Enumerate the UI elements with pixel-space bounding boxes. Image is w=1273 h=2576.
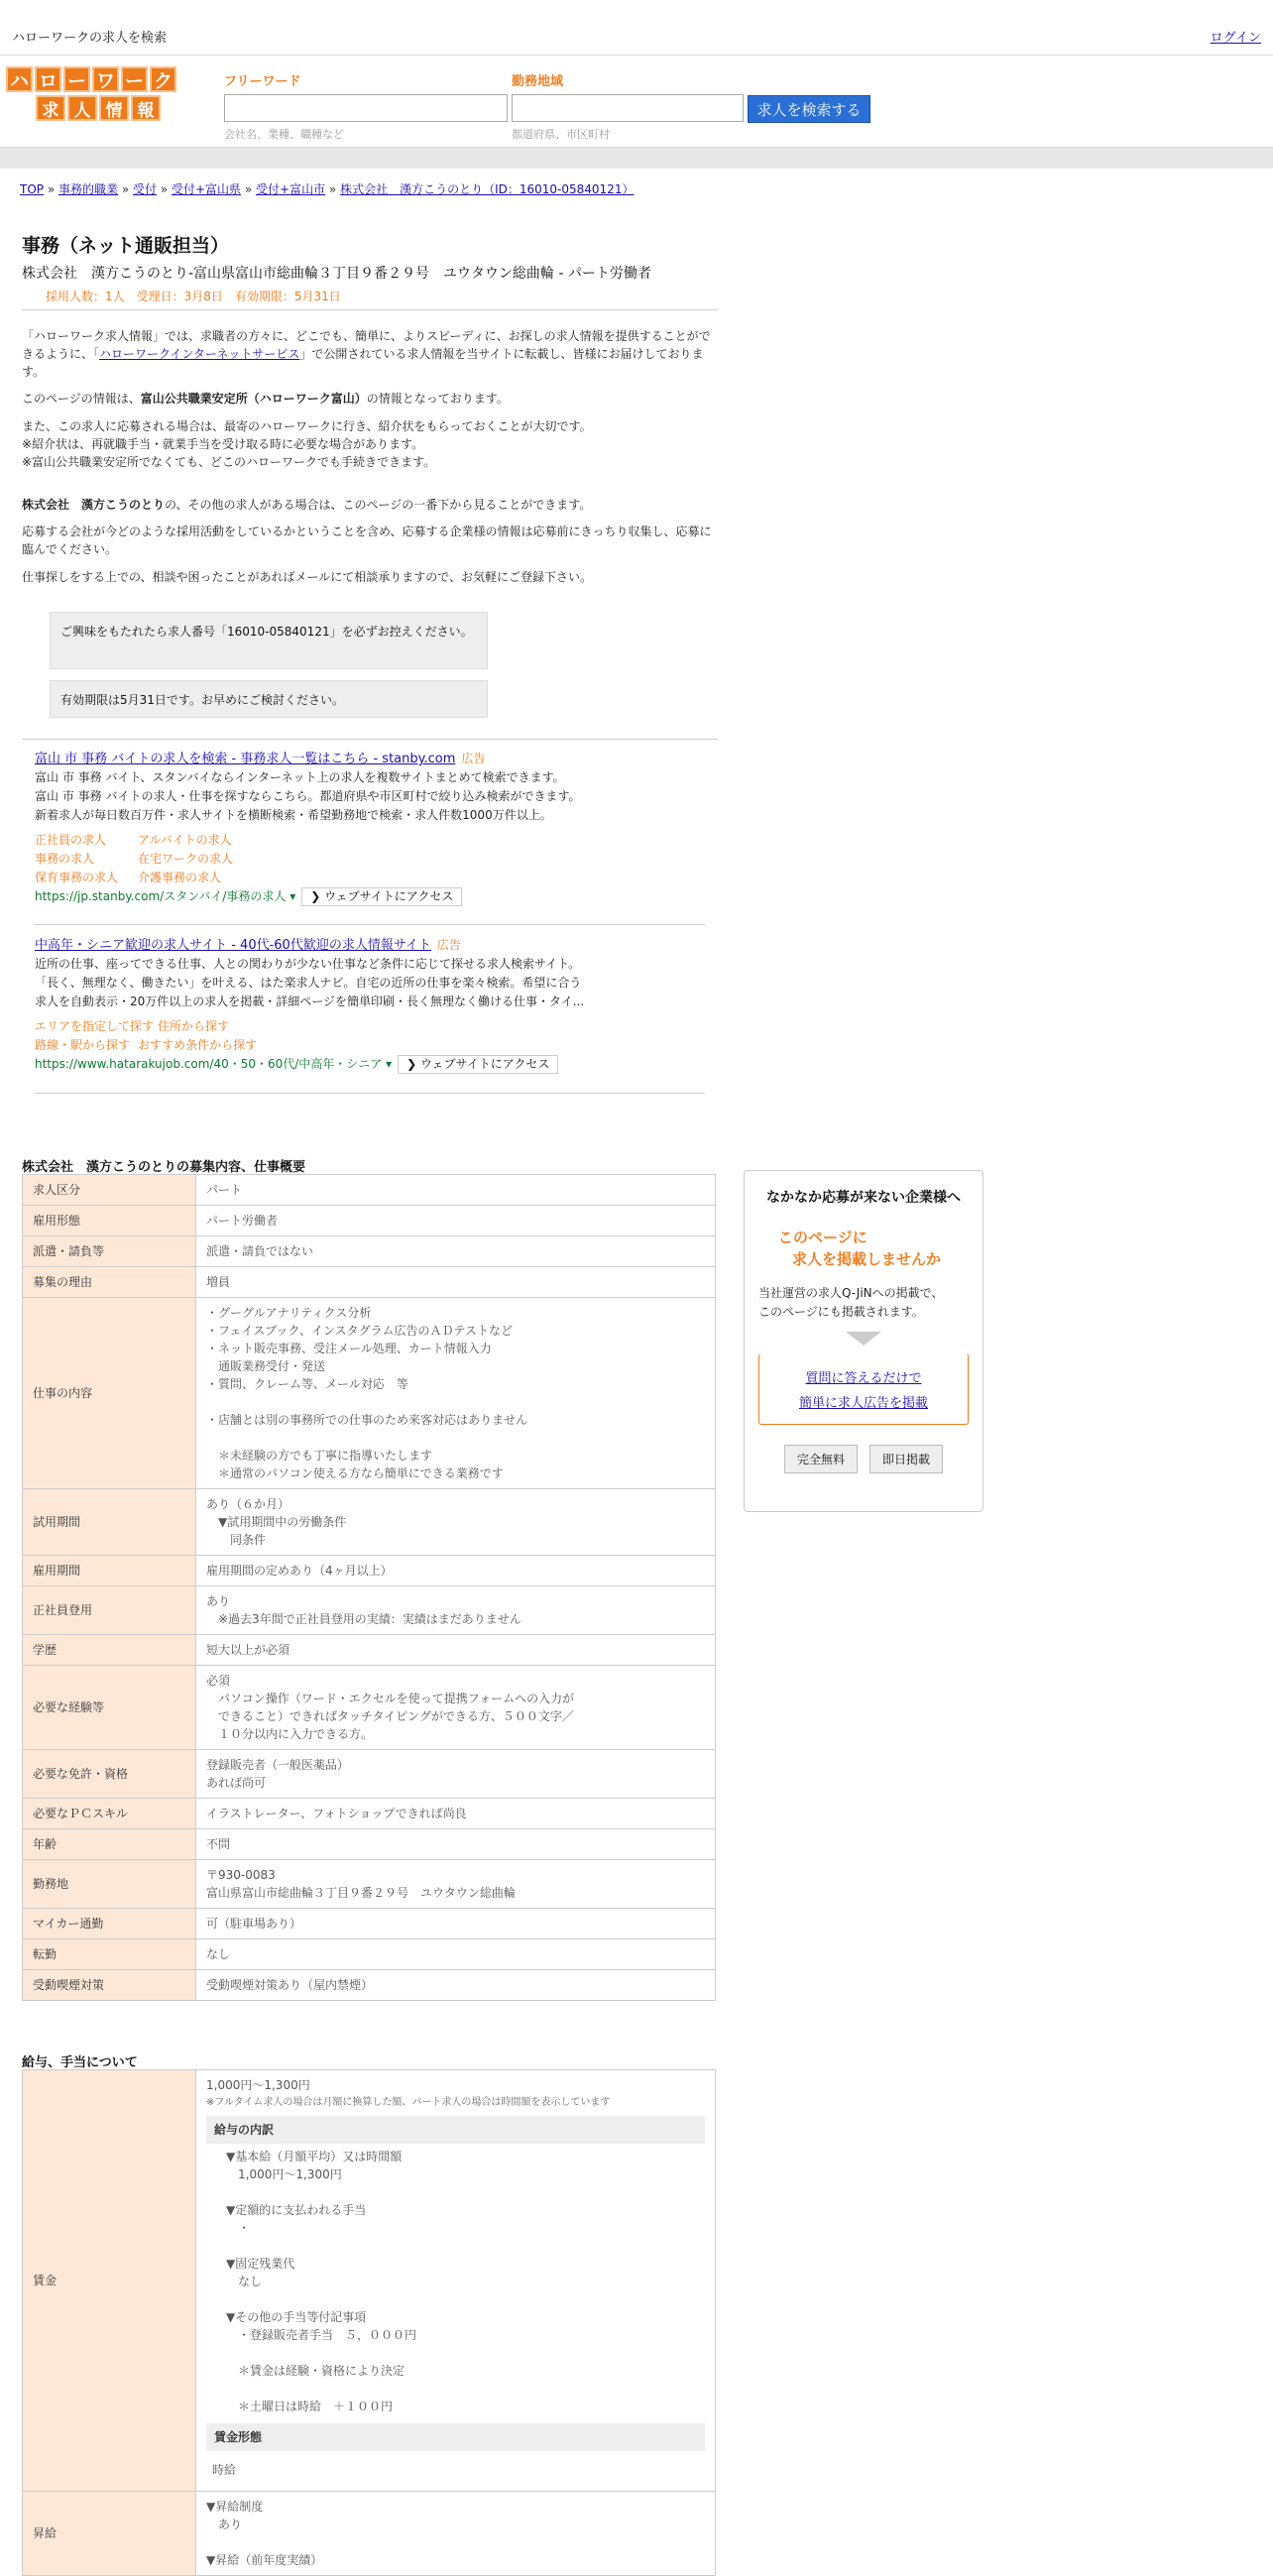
ad-description xyxy=(35,768,709,825)
row-value-line: 増員 xyxy=(206,1275,231,1289)
row-value-line: 不問 xyxy=(206,1837,231,1851)
header-divider xyxy=(0,147,1273,169)
row-key: 必要な免許・資格 xyxy=(23,1750,196,1799)
ad-badge: 広告 xyxy=(461,752,486,765)
salary-note: ※フルタイム求人の場合は月額に換算した額、パート求人の場合は時間額を表示しています xyxy=(206,2097,611,2108)
logo-char: 求 xyxy=(36,95,65,121)
logo-row-2 xyxy=(6,95,178,121)
page-title: 事務（ネット通販担当） xyxy=(22,235,230,257)
row-value xyxy=(196,1939,716,1970)
row-key: 必要なＰＣスキル xyxy=(23,1799,196,1829)
logo-char: ハ xyxy=(6,66,33,92)
row-value-line: 受動喫煙対策あり（屋内禁煙） xyxy=(206,1978,374,1992)
breadcrumb-link[interactable]: 事務的職業 xyxy=(58,182,119,196)
intro-paragraph-2 xyxy=(22,390,716,408)
salary-value xyxy=(196,2070,716,2492)
row-value-line: 派遣・請負ではない xyxy=(206,1244,314,1258)
row-value xyxy=(196,1635,716,1666)
job-title-block xyxy=(22,231,716,304)
logo-char: ー xyxy=(121,66,148,92)
table-row xyxy=(23,1175,716,1206)
site-tagline: ハローワークの求人を検索 xyxy=(12,31,168,46)
ad-badge: 広告 xyxy=(436,938,461,952)
breadcrumb-separator: » xyxy=(44,182,58,196)
hellowork-internet-link[interactable]: ハローワークインターネットサービス xyxy=(99,347,300,361)
row-key: マイカー通勤 xyxy=(23,1909,196,1939)
breadcrumb-link[interactable]: 株式会社 漢方こうのとり（ID：16010-05840121） xyxy=(340,182,635,196)
salary-line: ・ xyxy=(226,2221,251,2235)
freeword-input[interactable] xyxy=(224,94,508,122)
table-row xyxy=(23,1829,716,1860)
salary-line xyxy=(226,2290,705,2308)
promo-text xyxy=(745,1284,983,1322)
logo-char: ク xyxy=(150,66,176,92)
row-key: 雇用形態 xyxy=(23,1206,196,1236)
raise-line: ▼昇給制度 xyxy=(206,2500,264,2514)
row-value xyxy=(196,1750,716,1799)
promo-buttons xyxy=(745,1445,983,1473)
promo-catch xyxy=(745,1227,983,1270)
ad-title-row xyxy=(35,750,709,768)
raise-value xyxy=(196,2492,716,2576)
row-value-line: 雇用期間の定めあり（4ヶ月以上） xyxy=(206,1564,393,1578)
ad-sitelink[interactable]: アルバイトの求人 xyxy=(138,833,232,847)
divider xyxy=(35,1093,705,1094)
intro-paragraph-6: 仕事探しをする上での、相談や困ったことがあればメールにて相談承りますので、お気軽にご登録下さい。 xyxy=(22,570,593,584)
ad-sitelink-row xyxy=(35,850,709,869)
row-value-line: 富山県富山市総曲輪３丁目９番２９号 ユウタウン総曲輪 xyxy=(206,1886,516,1900)
ad-desc-line: 求人を自動表示・20万件以上の求人を掲載・詳細ページを簡単印刷・長く無理なく働ける仕事・タイ... xyxy=(35,995,585,1008)
ad-sitelink[interactable]: 路線・駅から探す xyxy=(35,1038,131,1052)
logo-char: ワ xyxy=(92,66,119,92)
row-value-line: できること）できればタッチタイピングができる方、５００文字／ xyxy=(206,1709,574,1723)
row-key: 勤務地 xyxy=(23,1860,196,1909)
table-row xyxy=(23,1206,716,1236)
logo-char: ー xyxy=(63,66,90,92)
salary-line: なし xyxy=(226,2275,263,2288)
row-value xyxy=(196,1267,716,1298)
table-row xyxy=(23,1939,716,1970)
salary-line xyxy=(226,2183,705,2201)
site-logo[interactable] xyxy=(6,66,178,122)
intro-line: ※富山公共職業安定所でなくても、どこのハローワークでも手続きできます。 xyxy=(22,455,436,469)
intro-paragraph-4 xyxy=(22,496,716,514)
salary-range: 1,000円〜1,300円 xyxy=(206,2078,310,2092)
logo-char: 情 xyxy=(99,95,129,121)
row-value-line: イラストレーター、フォトショップできれば尚良 xyxy=(206,1807,467,1820)
breadcrumb xyxy=(20,180,634,197)
salary-line: ＊賃金は経験・資格により決定 xyxy=(226,2364,405,2378)
row-value-line: パート労働者 xyxy=(206,1214,279,1228)
promo-text-line: 当社運営の求人Q-JiNへの掲載で、 xyxy=(758,1286,944,1300)
row-value xyxy=(196,1860,716,1909)
row-value-line: 同条件 xyxy=(206,1533,267,1547)
ad-sitelink-row xyxy=(35,869,709,887)
area-input[interactable] xyxy=(512,94,744,122)
company-name: 株式会社 漢方こうのとり xyxy=(22,498,166,512)
table-row xyxy=(23,1556,716,1586)
intro-paragraph-5: 応募する会社が今どのような採用活動をしているかということを含め、応募する企業様の情報は応募前にきっちり収集し、応募に臨んでください。 xyxy=(22,525,712,556)
raise-key: 昇給 xyxy=(23,2492,196,2576)
login-link[interactable]: ログイン xyxy=(1210,31,1261,46)
table-row xyxy=(23,1236,716,1267)
ad-sitelink[interactable]: 在宅ワークの求人 xyxy=(138,852,234,866)
row-value xyxy=(196,1556,716,1586)
promo-link-1[interactable]: 質問に答えるだけで xyxy=(805,1370,922,1386)
row-value-line xyxy=(206,1393,705,1411)
section-heading: 給与、手当について xyxy=(22,2055,138,2070)
breadcrumb-link[interactable]: 受付+富山市 xyxy=(256,182,326,196)
row-value-line: １０分以内に入力できる方。 xyxy=(206,1727,374,1741)
divider xyxy=(35,924,705,925)
promo-catch-line: 求人を掲載しませんか xyxy=(792,1250,942,1268)
ad-sitelink[interactable]: 住所から探す xyxy=(158,1019,230,1033)
ad-block xyxy=(35,750,709,906)
table-row xyxy=(23,2492,716,2576)
ad-sitelinks xyxy=(35,1017,709,1055)
salary-table xyxy=(22,2069,716,2576)
logo-char: 人 xyxy=(67,95,97,121)
ad-sitelink[interactable]: 事務の求人 xyxy=(35,852,95,866)
intro-paragraph-3 xyxy=(22,417,716,471)
row-value-line: 登録販売者（一般医薬品） xyxy=(206,1758,350,1772)
table-row xyxy=(23,1860,716,1909)
salary-key: 賃金 xyxy=(23,2070,196,2492)
ad-description xyxy=(35,955,709,1011)
row-value-line: あり（６か月） xyxy=(206,1497,290,1511)
breadcrumb-separator: » xyxy=(241,182,257,196)
breadcrumb-link[interactable]: 受付 xyxy=(133,182,158,196)
ad-url[interactable]: https://www.hatarakujob.com/40・50・60代/中高年・シニア ▾ xyxy=(35,1057,393,1071)
table-row xyxy=(23,1799,716,1829)
freeword-label: フリーワード xyxy=(224,74,301,89)
ad-sitelink[interactable]: 保育事務の求人 xyxy=(35,871,119,884)
ad-access-button[interactable]: ❯ ウェブサイトにアクセス xyxy=(398,1055,558,1074)
row-key: 派遣・請負等 xyxy=(23,1236,196,1267)
office-name: 富山公共職業安定所（ハローワーク富山） xyxy=(140,392,367,406)
salary-form-heading: 賃金形態 xyxy=(206,2423,705,2451)
row-value xyxy=(196,1586,716,1635)
logo-char: 報 xyxy=(131,95,161,121)
divider xyxy=(22,309,718,310)
freeword-hint: 会社名、業種、職種など xyxy=(224,128,344,141)
row-value-line: ・グーグルアナリティクス分析 xyxy=(206,1306,372,1320)
row-value xyxy=(196,1799,716,1829)
row-value-line: 短大以上が必須 xyxy=(206,1643,290,1657)
row-key: 雇用期間 xyxy=(23,1556,196,1586)
salary-line xyxy=(226,2344,705,2362)
ad-sitelink[interactable]: 正社員の求人 xyxy=(35,833,107,847)
intro-text: の情報となっております。 xyxy=(366,392,509,406)
row-value xyxy=(196,1206,716,1236)
row-key: 年齢 xyxy=(23,1829,196,1860)
job-subtitle: 株式会社 漢方こうのとり-富山県富山市総曲輪３丁目９番２９号 ユウタウン総曲輪 - パート労働者 xyxy=(22,266,651,282)
salary-line: 1,000円〜1,300円 xyxy=(226,2167,342,2181)
row-value xyxy=(196,1236,716,1267)
ad-sitelink[interactable]: エリアを指定して探す xyxy=(35,1019,155,1033)
ad-access-button[interactable]: ❯ ウェブサイトにアクセス xyxy=(301,887,462,906)
row-value xyxy=(196,1909,716,1939)
notice-expiry: 有効期限は5月31日です。お早めにご検討ください。 xyxy=(50,680,488,718)
row-key: 求人区分 xyxy=(23,1175,196,1206)
salary-breakdown xyxy=(206,2148,705,2415)
ad-desc-line: 「長く、無理なく、働きたい」を叶える、はた楽求人ナビ。自宅の近所の仕事を楽々検索。希望に合う xyxy=(35,976,582,990)
row-value xyxy=(196,1489,716,1556)
ad-url-row xyxy=(35,1055,709,1074)
ad-title-link[interactable]: 中高年・シニア歓迎の求人サイト - 40代-60代歓迎の求人情報サイト xyxy=(35,938,431,953)
table-row xyxy=(23,1970,716,2001)
salary-line: ▼固定残業代 xyxy=(226,2257,295,2271)
ad-sitelink-row xyxy=(35,1036,709,1055)
ad-sitelinks xyxy=(35,831,709,887)
promo-cta xyxy=(758,1353,969,1425)
row-key: 試用期間 xyxy=(23,1489,196,1556)
table-row xyxy=(23,1267,716,1298)
top-bar xyxy=(0,0,1273,56)
row-value xyxy=(196,1829,716,1860)
breadcrumb-link[interactable]: 受付+富山県 xyxy=(172,182,242,196)
table-row xyxy=(23,1909,716,1939)
row-value-line: ・店舗とは別の事務所での仕事のため来客対応はありません xyxy=(206,1413,528,1427)
row-key: 学歴 xyxy=(23,1635,196,1666)
free-button[interactable]: 完全無料 xyxy=(784,1445,858,1473)
intro-text: の、その他の求人がある場合は、このページの一番下から見ることができます。 xyxy=(165,498,592,512)
row-value xyxy=(196,1298,716,1489)
row-value-line: あれば尚可 xyxy=(206,1776,267,1790)
row-value-line: ＊通常のパソコン使える方なら簡単にできる業務です xyxy=(206,1466,504,1480)
row-key: 募集の理由 xyxy=(23,1267,196,1298)
salary-line: ▼その他の手当等付記事項 xyxy=(226,2310,367,2324)
search-button[interactable]: 求人を検索する xyxy=(748,95,870,123)
intro-text: このページの情報は、 xyxy=(22,392,141,406)
intro-paragraph-1 xyxy=(22,327,716,381)
row-key: 転勤 xyxy=(23,1939,196,1970)
row-value-line: なし xyxy=(206,1947,231,1961)
ad-url[interactable]: https://jp.stanby.com/スタンバイ/事務の求人 ▾ xyxy=(35,889,296,903)
ad-desc-line: 富山 市 事務 バイトの求人・仕事を探すならこちら。都道府県や市区町村で絞り込み検索ができます。 xyxy=(35,789,581,803)
ad-desc-line: 新着求人が毎日数百万件・求人サイトを横断検索・希望勤務地で検索・求人件数1000万件以上。 xyxy=(35,808,552,822)
row-value-line: 〒930-0083 xyxy=(206,1868,276,1882)
area-field xyxy=(512,70,744,142)
row-key: 正社員登用 xyxy=(23,1586,196,1635)
row-value-line: 通販業務受付・発送 xyxy=(206,1359,326,1373)
raise-line: ▼昇給（前年度実績） xyxy=(206,2553,323,2567)
salary-line xyxy=(226,2380,705,2398)
row-value-line: ・ネット販売事務、受注メール処理、カート情報入力 xyxy=(206,1342,492,1355)
row-value-line: 必須 xyxy=(206,1674,231,1688)
job-meta: 採用人数：1人 受理日：3月8日 有効期限：5月31日 xyxy=(46,290,341,303)
header xyxy=(0,57,1273,146)
job-detail-table xyxy=(22,1174,716,2001)
row-value-line: ・質問、クレーム等、メール対応 等 xyxy=(206,1377,408,1391)
row-value-line: 可（駐車場あり） xyxy=(206,1917,302,1931)
row-value xyxy=(196,1175,716,1206)
table-row xyxy=(23,1586,716,1635)
salary-line: ▼基本給（月額平均）又は時間額 xyxy=(226,2150,403,2164)
row-value-line: あり xyxy=(206,1594,231,1608)
table-row xyxy=(23,1666,716,1750)
breadcrumb-separator: » xyxy=(157,182,172,196)
row-value xyxy=(196,1970,716,2001)
ad-sitelink-row xyxy=(35,831,709,850)
salary-form: 時給 xyxy=(212,2463,237,2477)
row-value-line: ＊未経験の方でも丁寧に指導いたします xyxy=(206,1449,433,1463)
arrow-down-icon xyxy=(846,1332,881,1346)
ad-sitelink[interactable]: おすすめ条件から探す xyxy=(138,1038,258,1052)
promo-heading: なかなか応募が来ない企業様へ xyxy=(766,1190,961,1206)
table-row xyxy=(23,1298,716,1489)
intro-line: また、この求人に応募される場合は、最寄のハローワークに行き、紹介状をもらっておくことが大切です。 xyxy=(22,419,592,433)
row-key: 必要な経験等 xyxy=(23,1666,196,1750)
promo-text-line: このページにも掲載されます。 xyxy=(758,1305,924,1319)
area-label: 勤務地域 xyxy=(512,74,564,89)
section-heading: 株式会社 漢方こうのとりの募集内容、仕事概要 xyxy=(22,1160,306,1175)
row-value-line: ・フェイスブック、インスタグラム広告のＡＤテストなど xyxy=(206,1324,514,1338)
ad-desc-line: 近所の仕事、座ってできる仕事、人との関わりが少ない仕事など条件に応じて探せる求人検索サイト。 xyxy=(35,957,581,971)
salary-breakdown-heading: 給与の内訳 xyxy=(206,2116,705,2144)
intro-text: 」で公開されている求人情報を当サイトに転載し、皆様にお届けしております。 xyxy=(22,347,704,379)
row-value-line: パート xyxy=(206,1183,243,1197)
salary-line xyxy=(226,2237,705,2255)
ad-title-row xyxy=(35,936,709,955)
breadcrumb-link[interactable]: TOP xyxy=(20,182,45,196)
row-key: 仕事の内容 xyxy=(23,1298,196,1489)
ad-url-row xyxy=(35,887,709,906)
row-value-line: パソコン操作（ワード・エクセルを使って提携フォームへの入力が xyxy=(206,1692,575,1705)
breadcrumb-separator: » xyxy=(325,182,341,196)
salary-line: ＊土曜日は時給 ＋１００円 xyxy=(226,2400,394,2413)
divider xyxy=(22,739,718,740)
row-value-line: ※過去3年間で正社員登用の実績：実績はまだありません xyxy=(206,1612,521,1626)
table-row xyxy=(23,2070,716,2492)
intro-line: ※紹介状は、再就職手当・就業手当を受け取る時に必要な場合があります。 xyxy=(22,437,424,451)
ad-sitelink-row xyxy=(35,1017,709,1036)
ad-title-link[interactable]: 富山 市 事務 バイトの求人を検索 - 事務求人一覧はこちら - stanby.com xyxy=(35,752,456,766)
salary-line: ▼定額的に支払われる手当 xyxy=(226,2203,367,2217)
salary-line: ・登録販売者手当 ５，０００円 xyxy=(226,2328,417,2342)
logo-row-1 xyxy=(6,66,178,92)
ad-block xyxy=(35,936,709,1074)
area-hint: 都道府県、市区町村 xyxy=(512,128,610,141)
row-key: 受動喫煙対策 xyxy=(23,1970,196,2001)
employer-promo-box xyxy=(744,1170,984,1512)
logo-char: ロ xyxy=(35,66,61,92)
intro-text: 「ハローワーク求人情報」では、求職者の方々に、どこでも、簡単に、よりスピーディに、お探しの求人情報を提供することができるように、「 xyxy=(22,329,711,361)
table-row xyxy=(23,1489,716,1556)
breadcrumb-separator: » xyxy=(118,182,133,196)
freeword-field xyxy=(224,70,508,142)
ad-sitelink[interactable]: 介護事務の求人 xyxy=(138,871,222,884)
row-value-line xyxy=(206,1429,705,1447)
raise-line: あり xyxy=(206,2517,243,2531)
row-value xyxy=(196,1666,716,1750)
promo-link-2[interactable]: 簡単に求人広告を掲載 xyxy=(798,1395,928,1411)
ad-desc-line: 富山 市 事務 バイト、スタンバイならインターネット上の求人を複数サイトまとめて検索できます。 xyxy=(35,770,565,784)
notice-job-number: ご興味をもたれたら求人番号「16010-05840121」を必ずお控えください。 xyxy=(50,612,488,669)
row-value-line: ▼試用期間中の労働条件 xyxy=(206,1515,347,1529)
promo-catch-line: このページに xyxy=(778,1229,868,1246)
table-row xyxy=(23,1635,716,1666)
same-day-button[interactable]: 即日掲載 xyxy=(869,1445,943,1473)
raise-line xyxy=(206,2533,705,2551)
table-row xyxy=(23,1750,716,1799)
